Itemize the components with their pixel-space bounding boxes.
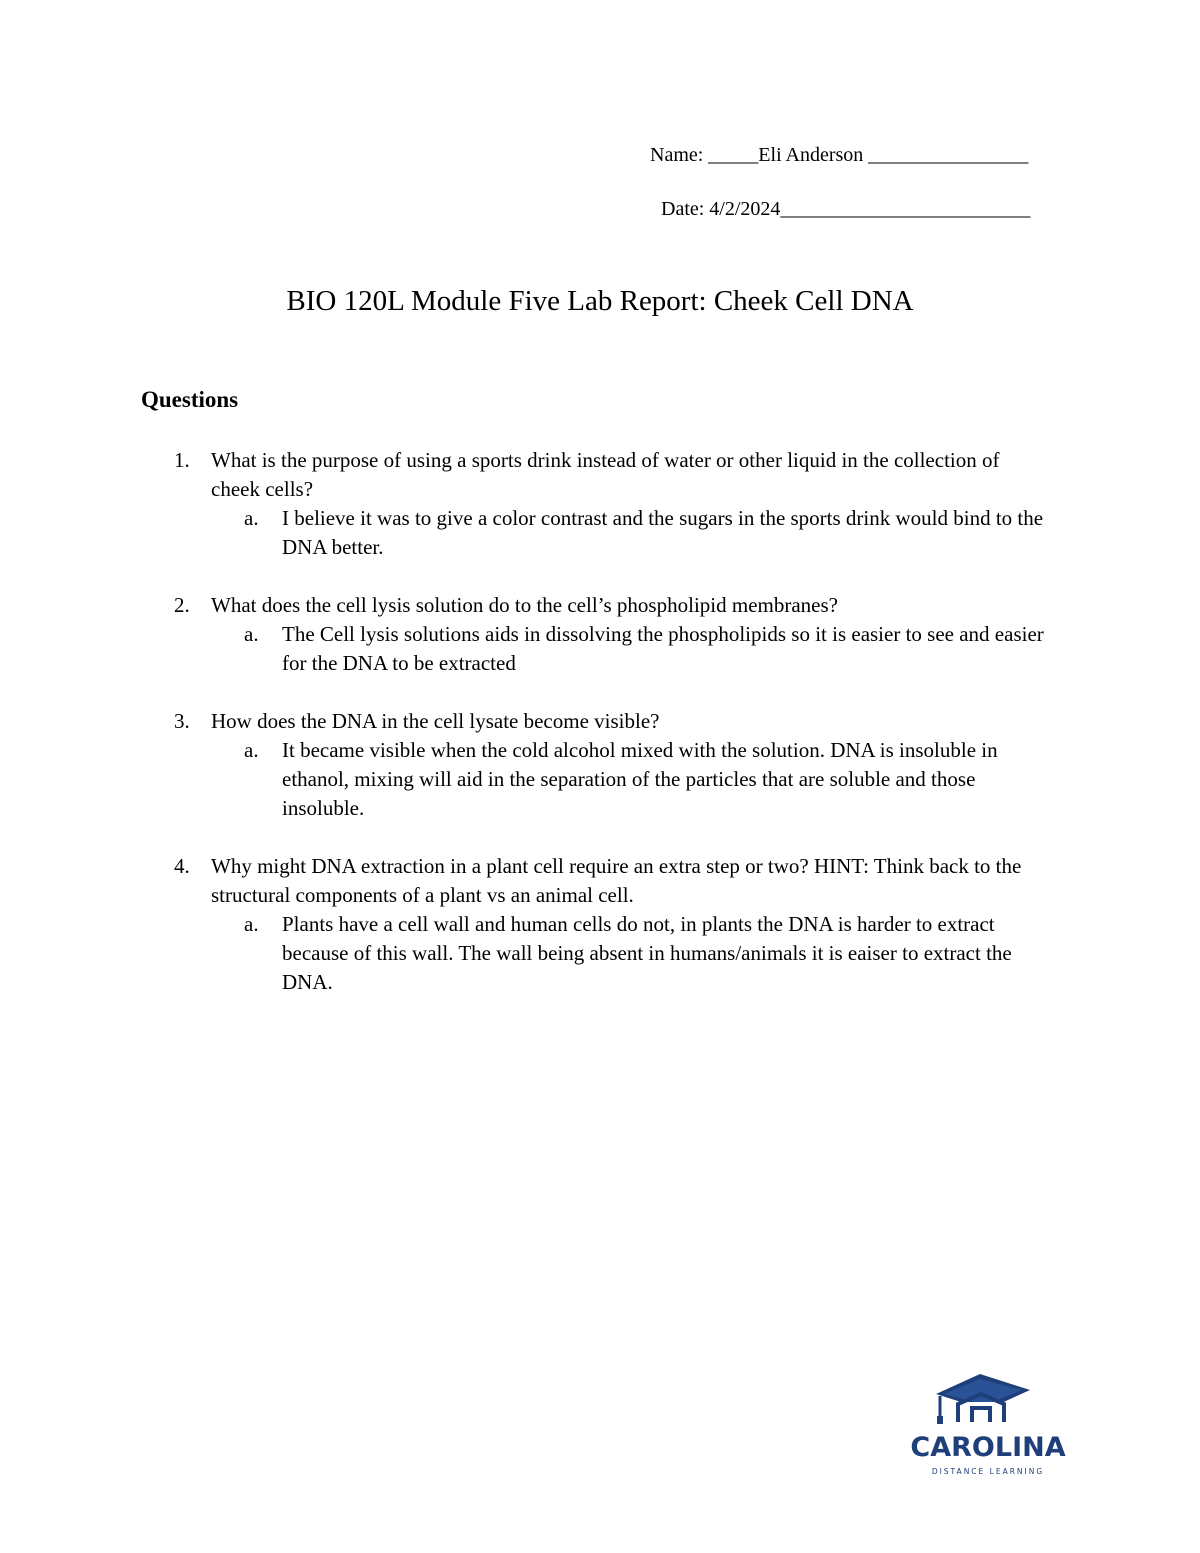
answer-text: Plants have a cell wall and human cells do not, in plants the DNA is harder to extract because of this wall. The wall being absent in humans/animals it is eaiser to extract the DNA. (282, 912, 1012, 994)
question-item (0, 446, 1200, 562)
name-field: Name: _____Eli Anderson ________________ (650, 144, 1029, 166)
answer-letter: a. (244, 506, 259, 530)
question-number: 3. (174, 709, 190, 733)
section-heading: Questions (141, 387, 239, 412)
answer-letter: a. (244, 912, 259, 936)
date-field: Date: 4/2/2024_________________________ (661, 198, 1031, 220)
logo-tagline: DISTANCE LEARNING (931, 1467, 1045, 1476)
answer-item (0, 736, 1200, 823)
question-text: Why might DNA extraction in a plant cell require an extra step or two? HINT: Think back to the structural components of a plant vs an animal cell. (211, 854, 1022, 907)
answer-item (0, 620, 1200, 678)
answer-item (0, 910, 1200, 997)
answer-text: The Cell lysis solutions aids in dissolving the phospholipids so it is easier to see and easier for the DNA to be extracted (282, 622, 1044, 675)
question-number: 4. (174, 854, 190, 878)
question-item (0, 591, 1200, 678)
answer-text: It became visible when the cold alcohol mixed with the solution. DNA is insoluble in ethanol, mixing will aid in the separation of the particles that are soluble and those insoluble. (282, 738, 998, 820)
question-text: What is the purpose of using a sports drink instead of water or other liquid in the collection of cheek cells? (211, 448, 1000, 501)
answer-letter: a. (244, 622, 259, 646)
carolina-logo (910, 1370, 1066, 1482)
document-title: BIO 120L Module Five Lab Report: Cheek Cell DNA (286, 285, 914, 317)
answer-text: I believe it was to give a color contrast and the sugars in the sports drink would bind to the DNA better. (282, 506, 1044, 559)
question-item (0, 852, 1200, 997)
question-text: How does the DNA in the cell lysate become visible? (211, 709, 660, 733)
question-number: 1. (174, 448, 190, 472)
answer-item (0, 504, 1200, 562)
logo-wordmark: CAROLINA (910, 1432, 1066, 1463)
graduation-cap-house-icon (910, 1370, 1066, 1482)
questions-list (0, 446, 1200, 997)
question-item (0, 707, 1200, 823)
question-number: 2. (174, 593, 190, 617)
answer-letter: a. (244, 738, 259, 762)
question-text: What does the cell lysis solution do to the cell’s phospholipid membranes? (211, 593, 838, 617)
